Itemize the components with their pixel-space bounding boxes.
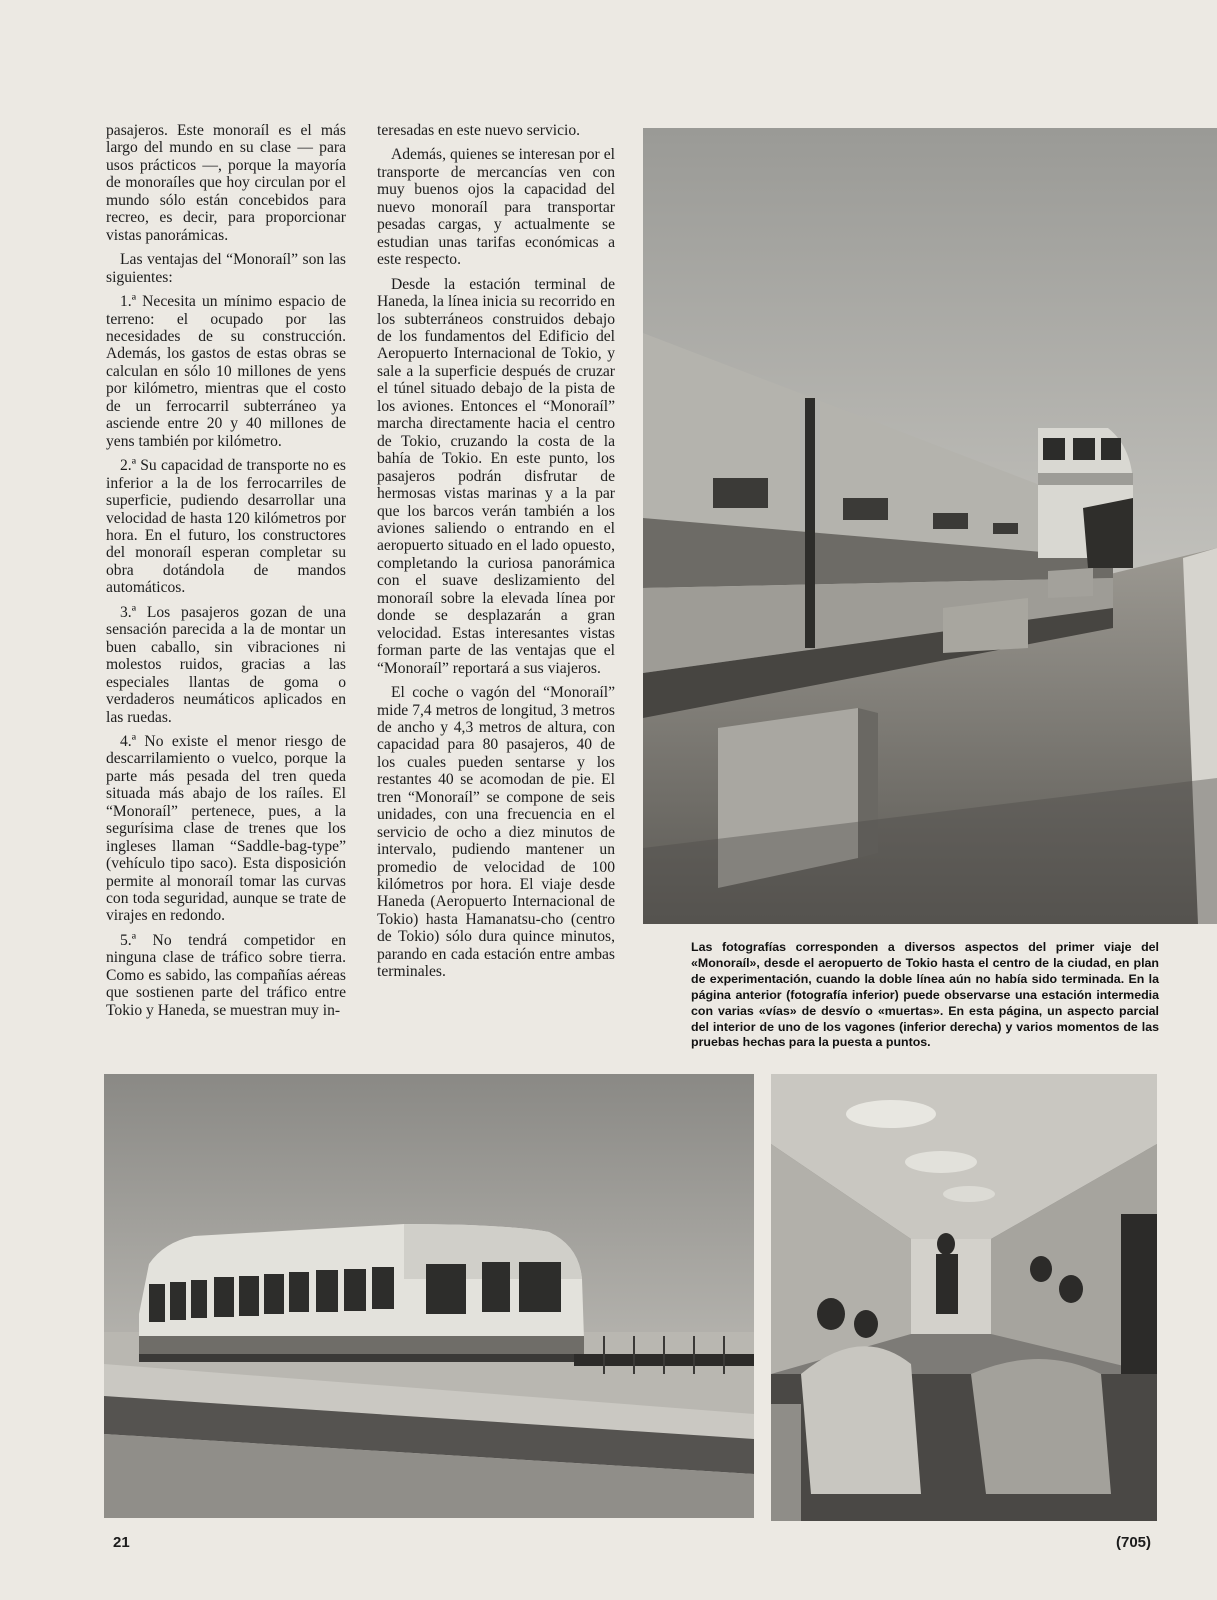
paragraph: 1.ª Necesita un mínimo espacio de terreno: el ocupado por las necesidades de su construcción. Además, los gastos de estas obras se calculan en sólo 10 millones de yens por kilómetro, mientras que el costo de un ferrocarril subterráneo ya asciende entre 20 y 40 millones de yens también por kilómetro. (106, 293, 346, 450)
paragraph: 2.ª Su capacidad de transporte no es inferior a la de los ferrocarriles de superficie, pudiendo desarrollar una velocidad de hasta 120 kilómetros por hora. En el futuro, los constructores del monoraíl esperan completar su obra dotándola de mandos automáticos. (106, 457, 346, 597)
paragraph: 4.ª No existe el menor riesgo de descarrilamiento o vuelco, porque la parte más pesada del tren queda situada más abajo de los raíles. El “Monoraíl” pertenece, pues, a la segurísima clase de trenes que los ingleses llaman “Saddle-bag-type” (vehículo tipo saco). Esta disposición permite al monoraíl tomar las curvas con toda seguridad, aunque se trate de virajes en redondo. (106, 732, 346, 925)
paragraph: Desde la estación terminal de Haneda, la línea inicia su recorrido en los subterráneos construidos debajo de los fundamentos del Edificio del Aeropuerto Internacional de Tokio, y sale a la superficie después de cruzar el túnel situado debajo de la pista de los aviones. Entonces el “Monoraíl” marcha directamente hacia el centro de Tokio, cruzando la costa de la bahía de Tokio. En este punto, los pasajeros podrán disfrutar de hermosas vistas marinas y a la par que los barcos verán también a los aviones saliendo o entrando en el aeropuerto situado en el lado opuesto, completando la curiosa panorámica con el suave deslizamiento del monoraíl sobre la elevada línea por donde se desplazarán a gran velocidad. Estas interesantes vistas forman parte de las ventajas que el “Monoraíl” reportará a sus viajeros. (377, 275, 615, 677)
paragraph: 5.ª No tendrá competidor en ninguna clase de tráfico sobre tierra. Como es sabido, las compañías aéreas que sostienen parte del tráfico entre Tokio y Haneda, se muestran muy in- (106, 931, 346, 1019)
paragraph: teresadas en este nuevo servicio. (377, 122, 581, 139)
photo-caption: Las fotografías corresponden a diversos aspectos del primer viaje del «Monoraíl», desde el aeropuerto de Tokio hasta el centro de la ciudad, en plan de experimentación, cuando la doble línea aún no había sido terminada. En la página anterior (fotografía inferior) puede observarse una estación intermedia con varias «vías» de desvío o «muertas». En esta página, un aspecto parcial del interior de uno de los vagones (inferior derecha) y varios momentos de las pruebas hechas para la puesta a puntos. (691, 940, 1159, 1050)
photo-monorail-track (643, 128, 1217, 924)
paragraph: Las ventajas del “Monoraíl” son las siguientes: (106, 251, 346, 286)
page-number-right: (705) (1116, 1534, 1152, 1551)
photo-monorail-interior (771, 1074, 1157, 1521)
paragraph: El coche o vagón del “Monoraíl” mide 7,4 metros de longitud, 3 metros de ancho y 4,3 metros de altura, con capacidad para 80 pasajeros, 40 de los cuales pueden sentarse y los restantes 40 se acomodan de pie. El tren “Monoraíl” se compone de seis unidades, con una frecuencia en el servicio de ocho a diez minutos de intervalo, pudiendo mantener un promedio de velocidad de 100 kilómetros por hora. El viaje desde Haneda (Aeropuerto Internacional de Tokio) hasta Hamanatsu-cho (centro de Tokio) sólo dura quince minutos, parando en cada estación entre ambas terminales. (377, 684, 615, 981)
article-column-1 (106, 122, 346, 1026)
paragraph: 3.ª Los pasajeros gozan de una sensación parecida a la de montar un buen caballo, sin vibraciones ni molestos ruidos, gracias a las especiales llantas de goma o verdaderos neumáticos aplicados en las ruedas. (106, 603, 346, 726)
paragraph: Además, quienes se interesan por el transporte de mercancías ven con muy buenos ojos la capacidad del nuevo monoraíl para transportar pesadas cargas, y actualmente se estudian unas tarifas económicas a este respecto. (377, 146, 615, 269)
page-number-left: 21 (113, 1534, 130, 1551)
paragraph: pasajeros. Este monoraíl es el más largo del mundo en su clase — para usos prácticos —, porque la mayoría de monoraíles que hoy circulan por el mundo sólo están concebidos para recreo, es decir, para proporcionar vistas panorámicas. (106, 122, 346, 244)
photo-monorail-car (104, 1074, 754, 1518)
article-column-2 (377, 122, 615, 988)
